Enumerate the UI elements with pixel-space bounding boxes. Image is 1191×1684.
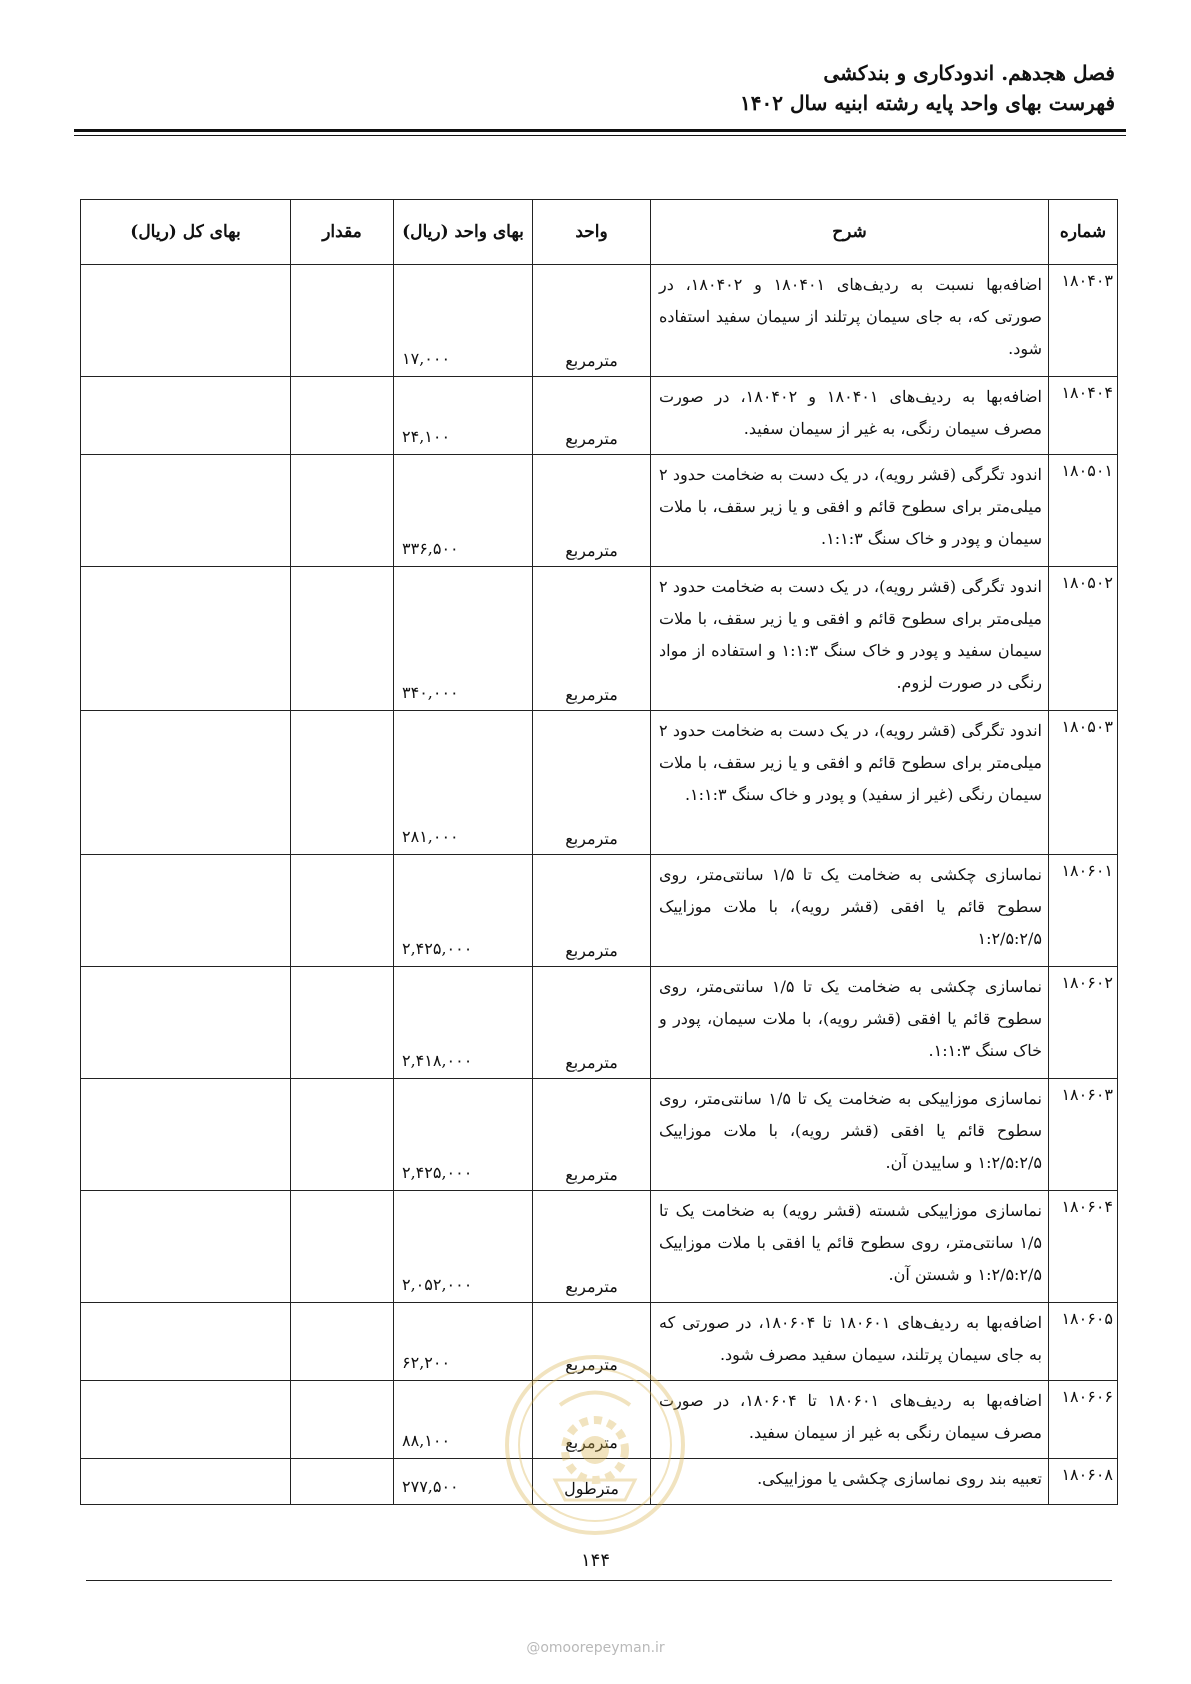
col-header-total-price: بهای کل (ریال) bbox=[81, 200, 291, 265]
row-unit: مترمربع bbox=[533, 1303, 651, 1381]
row-number: ۱۸۰۴۰۳ bbox=[1049, 265, 1118, 377]
table-row bbox=[81, 1381, 1118, 1459]
table-header-row bbox=[81, 200, 1118, 265]
row-number: ۱۸۰۴۰۴ bbox=[1049, 377, 1118, 455]
col-header-description: شرح bbox=[651, 200, 1049, 265]
row-number: ۱۸۰۶۰۸ bbox=[1049, 1459, 1118, 1505]
table-row bbox=[81, 855, 1118, 967]
row-unit: مترمربع bbox=[533, 1079, 651, 1191]
row-number: ۱۸۰۶۰۴ bbox=[1049, 1191, 1118, 1303]
row-unit: مترمربع bbox=[533, 1191, 651, 1303]
col-header-unit: واحد bbox=[533, 200, 651, 265]
row-description: اضافه‌بها به ردیف‌های ۱۸۰۶۰۱ تا ۱۸۰۶۰۴، در صورت مصرف سیمان رنگی به غیر از سیمان سفید. bbox=[651, 1381, 1049, 1459]
row-unit-price: ۱۷,۰۰۰ bbox=[394, 265, 533, 377]
row-unit-price: ۲۴,۱۰۰ bbox=[394, 377, 533, 455]
row-unit-price: ۲۸۱,۰۰۰ bbox=[394, 711, 533, 855]
row-unit-price: ۲,۰۵۲,۰۰۰ bbox=[394, 1191, 533, 1303]
row-unit: مترمربع bbox=[533, 855, 651, 967]
header-rule-thin bbox=[74, 135, 1126, 136]
row-unit: مترمربع bbox=[533, 1381, 651, 1459]
table-row bbox=[81, 377, 1118, 455]
row-quantity[interactable] bbox=[291, 1303, 394, 1381]
row-description: اندود تگرگی (قشر رویه)، در یک دست به ضخامت حدود ۲ میلی‌متر برای سطوح قائم و افقی و یا زیر سقف، با ملات سیمان سفید و پودر و خاک سنگ ۱:۱:۳ و استفاده از مواد رنگی در صورت لزوم. bbox=[651, 567, 1049, 711]
row-description: نماسازی چکشی به ضخامت یک تا ۱/۵ سانتی‌متر، روی سطوح قائم یا افقی (قشر رویه)، با ملات سیمان، پودر و خاک سنگ ۱:۱:۳. bbox=[651, 967, 1049, 1079]
table-row bbox=[81, 567, 1118, 711]
row-unit-price: ۲,۴۱۸,۰۰۰ bbox=[394, 967, 533, 1079]
page-header bbox=[740, 58, 1115, 118]
row-number: ۱۸۰۶۰۳ bbox=[1049, 1079, 1118, 1191]
row-description: اضافه‌بها به ردیف‌های ۱۸۰۶۰۱ تا ۱۸۰۶۰۴، در صورتی که به جای سیمان پرتلند، سیمان سفید مصرف شود. bbox=[651, 1303, 1049, 1381]
row-unit: مترمربع bbox=[533, 967, 651, 1079]
row-quantity[interactable] bbox=[291, 1191, 394, 1303]
row-description: نماسازی موزاییکی شسته (قشر رویه) به ضخامت یک تا ۱/۵ سانتی‌متر، روی سطوح قائم یا افقی با ملات موزاییک ۱:۲/۵:۲/۵ و شستن آن. bbox=[651, 1191, 1049, 1303]
row-total-price[interactable] bbox=[81, 967, 291, 1079]
row-description: اندود تگرگی (قشر رویه)، در یک دست به ضخامت حدود ۲ میلی‌متر برای سطوح قائم و افقی و یا زیر سقف، با ملات سیمان و پودر و خاک سنگ ۱:۱:۳. bbox=[651, 455, 1049, 567]
row-unit: مترمربع bbox=[533, 455, 651, 567]
table-row bbox=[81, 1191, 1118, 1303]
row-unit: مترمربع bbox=[533, 265, 651, 377]
page-number: ۱۴۴ bbox=[580, 1550, 610, 1571]
row-total-price[interactable] bbox=[81, 567, 291, 711]
row-unit-price: ۳۳۶,۵۰۰ bbox=[394, 455, 533, 567]
row-unit: مترمربع bbox=[533, 711, 651, 855]
chapter-title: فصل هجدهم. اندودکاری و بندکشی bbox=[823, 61, 1115, 85]
row-quantity[interactable] bbox=[291, 265, 394, 377]
table-row bbox=[81, 1303, 1118, 1381]
footer-site: @omoorepeyman.ir bbox=[526, 1640, 665, 1656]
footer-rule bbox=[86, 1580, 1112, 1581]
table-row bbox=[81, 711, 1118, 855]
row-total-price[interactable] bbox=[81, 1303, 291, 1381]
row-total-price[interactable] bbox=[81, 377, 291, 455]
row-number: ۱۸۰۵۰۱ bbox=[1049, 455, 1118, 567]
row-quantity[interactable] bbox=[291, 455, 394, 567]
row-number: ۱۸۰۵۰۲ bbox=[1049, 567, 1118, 711]
price-table bbox=[80, 199, 1118, 1505]
row-quantity[interactable] bbox=[291, 855, 394, 967]
row-number: ۱۸۰۶۰۶ bbox=[1049, 1381, 1118, 1459]
row-quantity[interactable] bbox=[291, 567, 394, 711]
row-unit: مترمربع bbox=[533, 567, 651, 711]
row-unit-price: ۶۲,۲۰۰ bbox=[394, 1303, 533, 1381]
row-unit-price: ۲,۴۲۵,۰۰۰ bbox=[394, 855, 533, 967]
row-unit: مترمربع bbox=[533, 377, 651, 455]
row-number: ۱۸۰۵۰۳ bbox=[1049, 711, 1118, 855]
row-unit-price: ۸۸,۱۰۰ bbox=[394, 1381, 533, 1459]
table-row bbox=[81, 455, 1118, 567]
row-description: نماسازی چکشی به ضخامت یک تا ۱/۵ سانتی‌متر، روی سطوح قائم یا افقی (قشر رویه)، با ملات موزاییک ۱:۲/۵:۲/۵ bbox=[651, 855, 1049, 967]
col-header-unit-price: بهای واحد (ریال) bbox=[394, 200, 533, 265]
col-header-number: شماره bbox=[1049, 200, 1118, 265]
row-total-price[interactable] bbox=[81, 1191, 291, 1303]
row-number: ۱۸۰۶۰۵ bbox=[1049, 1303, 1118, 1381]
table-row bbox=[81, 967, 1118, 1079]
row-total-price[interactable] bbox=[81, 855, 291, 967]
header-rule-thick bbox=[74, 129, 1126, 132]
row-quantity[interactable] bbox=[291, 377, 394, 455]
list-title: فهرست بهای واحد پایه رشته ابنیه سال ۱۴۰۲ bbox=[740, 91, 1115, 115]
row-unit-price: ۲,۴۲۵,۰۰۰ bbox=[394, 1079, 533, 1191]
row-description: تعبیه بند روی نماسازی چکشی یا موزاییکی. bbox=[651, 1459, 1049, 1505]
row-total-price[interactable] bbox=[81, 455, 291, 567]
row-description: اندود تگرگی (قشر رویه)، در یک دست به ضخامت حدود ۲ میلی‌متر برای سطوح قائم و افقی و یا زیر سقف، با ملات سیمان رنگی (غیر از سفید) و پودر و خاک سنگ ۱:۱:۳. bbox=[651, 711, 1049, 855]
row-quantity[interactable] bbox=[291, 711, 394, 855]
row-total-price[interactable] bbox=[81, 1459, 291, 1505]
row-quantity[interactable] bbox=[291, 1079, 394, 1191]
table-row bbox=[81, 265, 1118, 377]
row-number: ۱۸۰۶۰۲ bbox=[1049, 967, 1118, 1079]
row-total-price[interactable] bbox=[81, 711, 291, 855]
row-total-price[interactable] bbox=[81, 1079, 291, 1191]
row-quantity[interactable] bbox=[291, 967, 394, 1079]
row-quantity[interactable] bbox=[291, 1459, 394, 1505]
row-total-price[interactable] bbox=[81, 265, 291, 377]
row-unit: مترطول bbox=[533, 1459, 651, 1505]
table-row bbox=[81, 1079, 1118, 1191]
row-quantity[interactable] bbox=[291, 1381, 394, 1459]
table-row bbox=[81, 1459, 1118, 1505]
row-unit-price: ۳۴۰,۰۰۰ bbox=[394, 567, 533, 711]
row-unit-price: ۲۷۷,۵۰۰ bbox=[394, 1459, 533, 1505]
row-description: اضافه‌بها نسبت به ردیف‌های ۱۸۰۴۰۱ و ۱۸۰۴۰۲، در صورتی که، به جای سیمان پرتلند از سیمان سفید استفاده شود. bbox=[651, 265, 1049, 377]
row-description: اضافه‌بها به ردیف‌های ۱۸۰۴۰۱ و ۱۸۰۴۰۲، در صورت مصرف سیمان رنگی، به غیر از سیمان سفید. bbox=[651, 377, 1049, 455]
row-total-price[interactable] bbox=[81, 1381, 291, 1459]
row-number: ۱۸۰۶۰۱ bbox=[1049, 855, 1118, 967]
row-description: نماسازی موزاییکی به ضخامت یک تا ۱/۵ سانتی‌متر، روی سطوح قائم یا افقی (قشر رویه)، با ملات موزاییک ۱:۲/۵:۲/۵ و ساییدن آن. bbox=[651, 1079, 1049, 1191]
col-header-quantity: مقدار bbox=[291, 200, 394, 265]
